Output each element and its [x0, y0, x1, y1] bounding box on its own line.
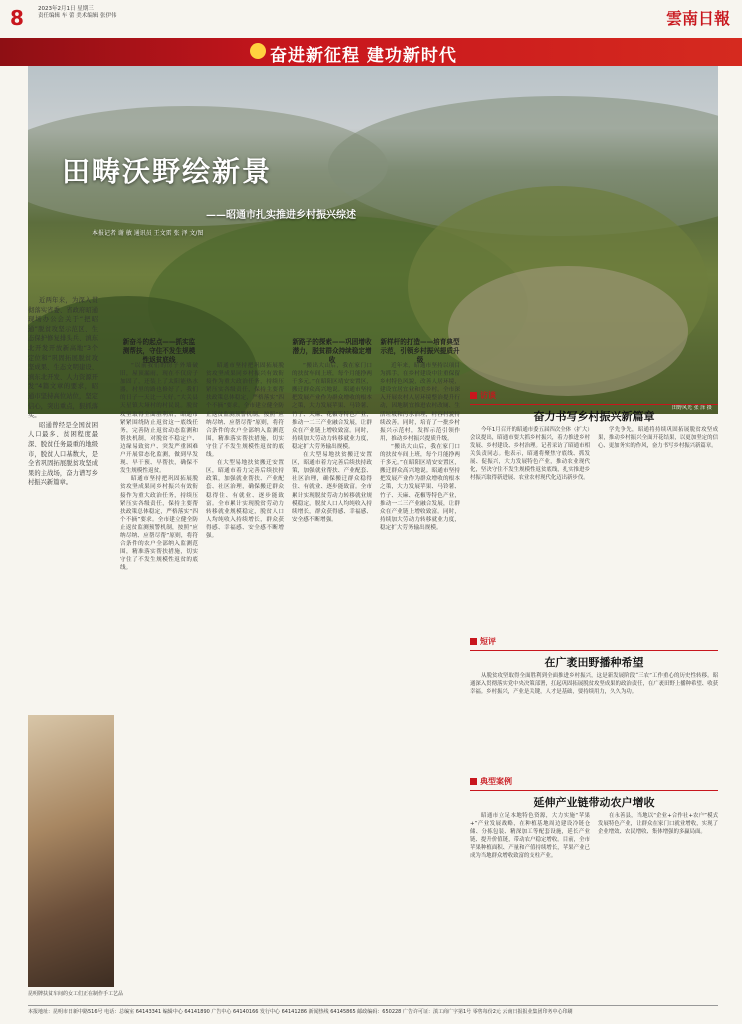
- body-paragraph: 近年来，昭通市坚持以项目为抓手，在乡村建设中注重保留乡村特色风貌，改善人居环境，建设宜居宜业和美乡村。全市深入开展农村人居环境整治提升行动，因地制宜推进农村改厕、生活垃圾和污水治理，村容村貌持续改善。同时，培育了一批乡村振兴示范村，发挥示范引领作用，推动乡村振兴提质升级。: [380, 363, 460, 442]
- tag-commentary: [470, 636, 496, 647]
- body-paragraph: 在大型易地扶贫搬迁安置区，昭通市着力完善后续扶持政策，加强就业帮扶、产业配套、社区治理，确保搬迁群众稳得住、有就业、逐步能致富。全市累计实现脱贫劳动力转移就业规模稳定，脱贫人口人均纯收入持续增长，群众获得感、幸福感、安全感不断增强。: [292, 452, 372, 523]
- newspaper-logo: 雲南日報: [665, 9, 730, 28]
- section-head-3: 新样杆的打造——培育典型示范，引领乡村振兴提质升级: [380, 338, 460, 364]
- section-line: 责任编辑 车 蕾 美术编辑 张伊伟: [38, 13, 117, 19]
- tag-case: [470, 776, 512, 787]
- body-column-3: [292, 362, 372, 1002]
- banner-title: 奋进新征程 建功新时代: [270, 46, 457, 66]
- sidebar-text-2: [470, 672, 718, 780]
- body-column-4: [380, 362, 460, 1002]
- tag-label: 访谈: [480, 391, 496, 400]
- page-footer: 本报地址：昆明市日新中路516号 电话：总编室 64143341 编辑中心 64141890 广告中心 64140166 发行中心 64141286 新闻热线 64145865 邮政编码：650228 广告许可证：滇工商广字第1号 零售每份2元 云南日报报业集团印务中心印刷: [28, 1005, 718, 1020]
- body-paragraph: 昭通市坚持把巩固拓展脱贫攻坚成果同乡村振兴有效衔接作为重大政治任务，持续压紧压实各级责任，保持主要帮扶政策总体稳定，严格落实“四个不摘”要求。全市建立健全防止返贫监测预警机制，按照“应纳尽纳、应帮尽帮”原则，将符合条件的农户全部纳入监测范围，精准落实帮扶措施，切实守住了不发生规模性返贫的底线。: [206, 363, 284, 459]
- feature-subtitle: ——昭通市扎实推进乡村振兴综述: [206, 210, 356, 221]
- byline: 本报记者 谢 敏 通讯员 王文雷 张 泽 文/图: [92, 230, 204, 237]
- tag-label: 短评: [480, 637, 496, 646]
- body-paragraph: “搬出大山后，我在家门口的扶贫车间上班，每个月能挣两千多元。”在昭阳区靖安安置区，搬迁群众高兴地说。昭通市坚持把发展产业作为群众增收的根本之策，大力发展苹果、马铃薯、竹子、天麻、花椒等特色产业，推动一二三产业融合发展，让群众在产业链上增收致富。同时，持续加大劳动力转移就业力度，稳定扩大劳务输出规模。: [292, 363, 372, 450]
- tag-square-icon: [470, 392, 477, 399]
- date-info: [38, 6, 158, 20]
- divider: [470, 650, 718, 651]
- sidebar-paragraph: 从脱贫攻坚取得全面胜利到全面推进乡村振兴，这是新发展阶段“三农”工作重心的历史性转移。昭通深入贯彻落实党中央决策部署，扛起巩固拓展脱贫攻坚成果的政治责任，在广袤田野上播种希望、收获幸福。乡村振兴，产业是关键，人才是基础，要持续用力，久久为功。: [470, 673, 718, 695]
- divider: [470, 790, 718, 791]
- photo-caption: 昆明牌扶贫车间的女工们正在制作手工艺品: [28, 991, 124, 997]
- sidebar-paragraph: 今年1月召开的昭通市委五届四次全体（扩大）会议提出，昭通市要大抓乡村振兴，着力推进乡村发展、乡村建设、乡村治理。记者采访了昭通市相关负责同志。他表示，昭通将聚焦守底线、抓发展、促振兴，大力发展特色产业，推动农业现代化，坚决守住不发生规模性返贫底线，扎实推进乡村振兴取得新进展、农业农村现代化迈出新步伐。: [470, 427, 590, 481]
- intro-column: [28, 296, 98, 656]
- date-line: 2023年2月1日 星期三: [38, 6, 94, 12]
- sidebar-headline-1: 奋力书写乡村振兴新篇章: [533, 410, 655, 423]
- party-emblem-icon: [250, 43, 266, 59]
- sidebar-text-1: [470, 426, 590, 640]
- sidebar-paragraph: 在永善县，当地以“企业+合作社+农户”模式发展特色产业，让群众在家门口就业增收，实现了企业增效、农民增收、集体增强的多赢局面。: [598, 813, 718, 835]
- body-column-1: [120, 362, 198, 1002]
- tag-square-icon: [470, 638, 477, 645]
- sidebar-paragraph: 昭通市立足本地特色资源，大力实施“苹果+”产业发展战略，在种植基地周边建设冷链仓储、分拣包装、精深加工等配套设施，延长产业链、提升价值链，带动农户稳定增收。目前，全市苹果种植面积、产量和产值持续增长，苹果产业已成为当地群众增收致富的支柱产业。: [470, 813, 590, 859]
- body-paragraph: 在大型易地扶贫搬迁安置区，昭通市着力完善后续扶持政策，加强就业帮扶、产业配套、社区治理，确保搬迁群众稳得住、有就业、逐步能致富。全市累计实现脱贫劳动力转移就业规模稳定，脱贫人口人均纯收入持续增长，群众获得感、幸福感、安全感不断增强。: [206, 460, 284, 539]
- tag-square-icon: [470, 778, 477, 785]
- body-paragraph: “搬出大山后，我在家门口的扶贫车间上班，每个月能挣两千多元。”在昭阳区靖安安置区，搬迁群众高兴地说。昭通市坚持把发展产业作为群众增收的根本之策，大力发展苹果、马铃薯、竹子、天麻、花椒等特色产业，推动一二三产业融合发展，让群众在产业链上增收致富。同时，持续加大劳动力转移就业力度，稳定扩大劳务输出规模。: [380, 443, 460, 531]
- section-head-1: 新奋斗的起点——抓实监测帮扶，守住不发生规模性返贫底线: [122, 338, 196, 364]
- tag-interview: [470, 390, 496, 401]
- sidebar-paragraph: 学先争先，昭通将持续巩固拓展脱贫攻坚成果，推动乡村振兴全面开花结果，以更加坚定的信心、更加务实的作风，奋力书写乡村振兴新篇章。: [598, 427, 718, 449]
- intro-paragraph: 昭通曾经是全国贫困人口最多、贫困程度最深、脱贫任务最重的地级市，脱贫人口基数大，是全省巩固拓展脱贫攻坚成果的主战场，奋力谱写乡村振兴新篇章。: [28, 421, 98, 487]
- photo-credit: 田野风光 张 泽 摄: [672, 405, 712, 411]
- section-head-2: 新路子的探索——巩固增收潜力，脱贫群众持续稳定增收: [292, 338, 372, 364]
- page-number: 8: [10, 6, 24, 30]
- sidebar-text-1b: [598, 426, 718, 640]
- intro-paragraph: 近两年来，为深入贯彻落实省委、省政府昭通现场办公会关于“把昭通”脱贫攻坚示范区、生态保护修复排头兵、滇东北开发开放新高地“3个定位和“巩固拓展脱贫攻坚成果、生态文明建设、滇东北开发、人力资源开发”4篇文章的要求，昭通市坚持高位站位，坚定信心，突出重点，狠抓落实。: [28, 297, 98, 420]
- divider: [470, 404, 718, 405]
- sidebar-text-3: [470, 812, 590, 1000]
- sidebar-text-3b: [598, 812, 718, 1000]
- tag-label: 典型案例: [480, 777, 512, 786]
- body-column-2: [206, 362, 284, 1002]
- body-paragraph: 昭通市坚持把巩固拓展脱贫攻坚成果同乡村振兴有效衔接作为重大政治任务，持续压紧压实各级责任，保持主要帮扶政策总体稳定，严格落实“四个不摘”要求。全市建立健全防止返贫监测预警机制，按照“应纳尽纳、应帮尽帮”原则，将符合条件的农户全部纳入监测范围，精准落实帮扶措施，切实守住了不发生规模性返贫的底线。: [120, 476, 198, 572]
- feature-title: 田畴沃野绘新景: [62, 155, 273, 188]
- sidebar-headline-3: 延伸产业链带动农户增收: [533, 796, 655, 809]
- body-paragraph: “以前我们的房子外墙破旧，屋顶漏雨，现在不仅房子加固了，还装上了太阳能热水器，村里的路也修好了，我们的日子一天比一天好。”大关县天星镇大垭村的村民说。脱贫攻坚取得全面胜利后，昭通市紧紧围绕防止返贫这一底线任务，完善防止返贫动态监测和帮扶机制，对脱贫不稳定户、边缘易致贫户、突发严重困难户开展常态化监测，做到早发现、早干预、早帮扶，确保不发生规模性返贫。: [120, 363, 198, 475]
- workshop-photo: [28, 715, 114, 987]
- sidebar-headline-2: 在广袤田野播种希望: [544, 656, 644, 669]
